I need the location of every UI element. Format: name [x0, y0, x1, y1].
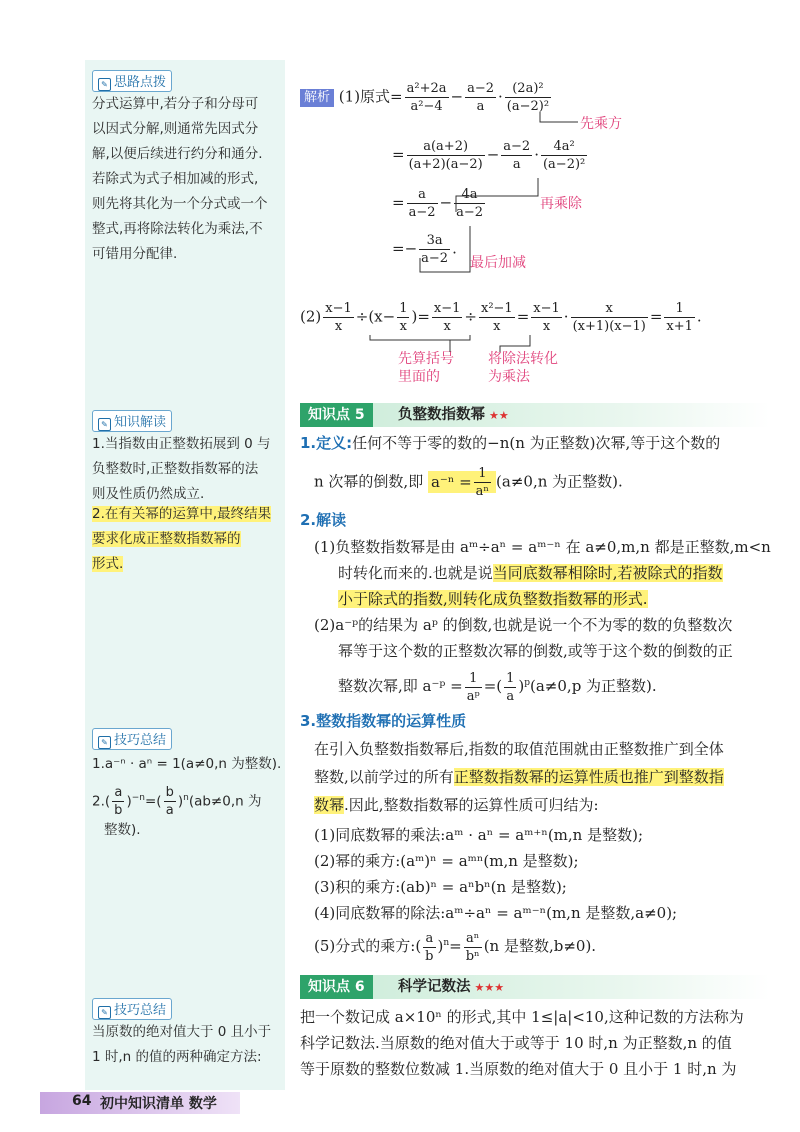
kp5-rule: (1)同底数幂的乘法:aᵐ · aⁿ = aᵐ⁺ⁿ(m,n 是整数);: [314, 826, 644, 844]
tip-reading-body: [92, 432, 271, 507]
annotation-arrows: [0, 0, 800, 400]
solution-line3: = $\frac{a}{a-2}$ − $\frac{4a}{a-2}$: [392, 187, 483, 220]
tip-skill-title: ✎ 技巧总结: [92, 728, 172, 750]
kp5-definition: 1.定义:任何不等于零的数的−n(n 为正整数)次幂,等于这个数的: [300, 434, 721, 452]
stars-icon: ★★★: [474, 981, 505, 994]
note-power-first: 先乘方: [580, 116, 622, 132]
solution-line4: =− $\frac{3a}{a-2}$ .: [392, 233, 457, 266]
kp5-reading-1c: 小于除式的指数,则转化成负整数指数幂的形式.: [338, 590, 648, 608]
kp5-reading-2b: 幂等于这个数的正整数次幂的倒数,或等于这个数的倒数的正: [338, 642, 733, 660]
arrow-division: [500, 335, 530, 352]
footer-label: 初中知识清单 数学: [100, 1096, 217, 1112]
solution-label: 解析: [300, 89, 334, 107]
sidebar-line: 1 时,n 的值的两种确定方法:: [92, 1049, 262, 1065]
sidebar-line: 则及性质仍然成立.: [92, 486, 205, 502]
tip-icon: ✎: [98, 1006, 111, 1019]
kp5-prop-a: 在引入负整数指数幂后,指数的取值范围就由正整数推广到全体: [314, 740, 724, 758]
sidebar-line: 2.在有关幂的运算中,最终结果: [92, 506, 272, 522]
tip-skill-line2: 2.( $\frac{a}{b}$ )$^{-n}$=( $\frac{b}{a}$ )$^n$(ab≠0,n 为: [92, 785, 262, 818]
note-division-to-multiply: 将除法转化 为乘法: [488, 351, 558, 385]
kp5-reading-head: 2.解读: [300, 511, 347, 529]
sidebar-line: 负整数时,正整数指数幂的法: [92, 461, 259, 477]
sidebar-line: 形式.: [92, 556, 124, 572]
bracket-paren: [370, 335, 470, 340]
sidebar-line: 可错用分配律.: [92, 246, 178, 262]
page-number: 64: [72, 1093, 92, 1109]
stars-icon: ★★: [489, 409, 509, 422]
tip-skill-line3: 整数).: [104, 822, 141, 838]
tip-thinking-title: ✎ 思路点拨: [92, 70, 172, 92]
kp5-rule: (4)同底数幂的除法:aᵐ÷aⁿ = aᵐ⁻ⁿ(m,n 是整数,a≠0);: [314, 904, 678, 922]
sidebar-line: 分式运算中,若分子和分母可: [92, 96, 259, 112]
arrow-add: [420, 226, 470, 272]
kp5-reading-1b: 时转化而来的.也就是说当同底数幂相除时,若被除式的指数: [338, 564, 723, 582]
kp5-reading-2a: (2)a⁻ᵖ的结果为 aᵖ 的倒数,也就是说一个不为零的数的负整数次: [314, 616, 733, 634]
tip-icon: ✎: [98, 78, 111, 91]
kp5-reading-2c: 整数次幂,即 a⁻ᵖ = $\frac{1}{\text{aᵖ}}$ =( $\frac{1}{a}$ )$^p$(a≠0,p 为正整数).: [338, 670, 657, 704]
tip-icon: ✎: [98, 736, 111, 749]
note-paren-first: 先算括号 里面的: [398, 351, 454, 385]
kp5-prop-b: 整数,以前学过的所有正整数指数幂的运算性质也推广到整数指: [314, 768, 724, 786]
kp5-rule5: (5)分式的乘方:( $\frac{a}{b}$ )$^n$= $\frac{\text{aⁿ}}{\text{bⁿ}}$ (n 是整数,b≠0).: [314, 930, 597, 964]
kp5-rule: (2)幂的乘方:(aᵐ)ⁿ = aᵐⁿ(m,n 是整数);: [314, 852, 579, 870]
kp6-line1: 把一个数记成 a×10ⁿ 的形式,其中 1≤|a|<10,这种记数的方法称为: [300, 1008, 744, 1026]
sidebar-line: 1.当指数由正整数拓展到 0 与: [92, 436, 271, 452]
tip-icon: ✎: [98, 418, 111, 431]
knowledge-point-6-header: 知识点 6 科学记数法 ★★★: [300, 975, 770, 999]
kp6-line3: 等于原数的整数位数减 1.当原数的绝对值大于 0 且小于 1 时,n 为: [300, 1060, 737, 1078]
sidebar-line: 整式,再将除法转化为乘法,不: [92, 221, 263, 237]
tip-reading-highlight: [92, 502, 271, 577]
note-add-last: 最后加减: [470, 255, 526, 271]
kp6-line2: 科学记数法.当原数的绝对值大于或等于 10 时,n 为正整数,n 的值: [300, 1034, 732, 1052]
tip-reading-title: ✎ 知识解读: [92, 410, 172, 432]
sidebar-line: 以因式分解,则通常先因式分: [92, 121, 259, 137]
solution-part2: (2) $\frac{x-1}{x}$ ÷(x− $\frac{1}{x}$ )= $\frac{x-1}{x}$ ÷ $\frac{\text{x²−1}}{x}$ = $\frac{x-1}{x}$ · $\frac{x}{(x+1)(x-1)}$ = $\frac{1}{x+1}$ .: [300, 301, 702, 334]
arrow-multiply: [456, 178, 538, 212]
kp5-rule: (3)积的乘方:(ab)ⁿ = aⁿbⁿ(n 是整数);: [314, 878, 567, 896]
solution-line1: 解析 (1)原式= $\frac{\text{a²+2a}}{\text{a²−4}}$ − $\frac{a-2}{a}$ · $\frac{\text{(2a)²}}{\text{(a−2)²}}$: [300, 80, 553, 115]
sidebar-line: 则先将其化为一个分式或一个: [92, 196, 268, 212]
kp5-reading-1a: (1)负整数指数幂是由 aᵐ÷aⁿ = aᵐ⁻ⁿ 在 a≠0,m,n 都是正整数,m<n: [314, 538, 771, 556]
sidebar-line: 当原数的绝对值大于 0 且小于: [92, 1024, 272, 1040]
sidebar-line: 若除式为式子相加减的形式,: [92, 171, 259, 187]
tip-skill2-body: [92, 1020, 271, 1070]
kp5-definition-line2: n 次幂的倒数,即 a⁻ⁿ = $\frac{1}{\text{aⁿ}}$ (a≠0,n 为正整数).: [314, 466, 623, 499]
kp5-properties-head: 3.整数指数幂的运算性质: [300, 712, 467, 730]
solution-line2: = $\frac{a(a+2)}{(a+2)(a-2)}$ − $\frac{a-2}{a}$ · $\frac{\text{4a²}}{\text{(a−2)²}}$: [392, 139, 586, 172]
knowledge-point-5-header: 知识点 5 负整数指数幂 ★★: [300, 403, 770, 427]
sidebar-line: 要求化成正整数指数幂的: [92, 531, 241, 547]
arrow-power: [540, 112, 578, 122]
note-multiply-next: 再乘除: [540, 196, 582, 212]
sidebar-line: 解,以便后续进行约分和通分.: [92, 146, 263, 162]
tip-skill2-title: ✎ 技巧总结: [92, 998, 172, 1020]
kp5-prop-c: 数幂.因此,整数指数幂的运算性质可归结为:: [314, 796, 599, 814]
tip-skill-line1: 1.a⁻ⁿ · aⁿ = 1(a≠0,n 为整数).: [92, 756, 282, 772]
